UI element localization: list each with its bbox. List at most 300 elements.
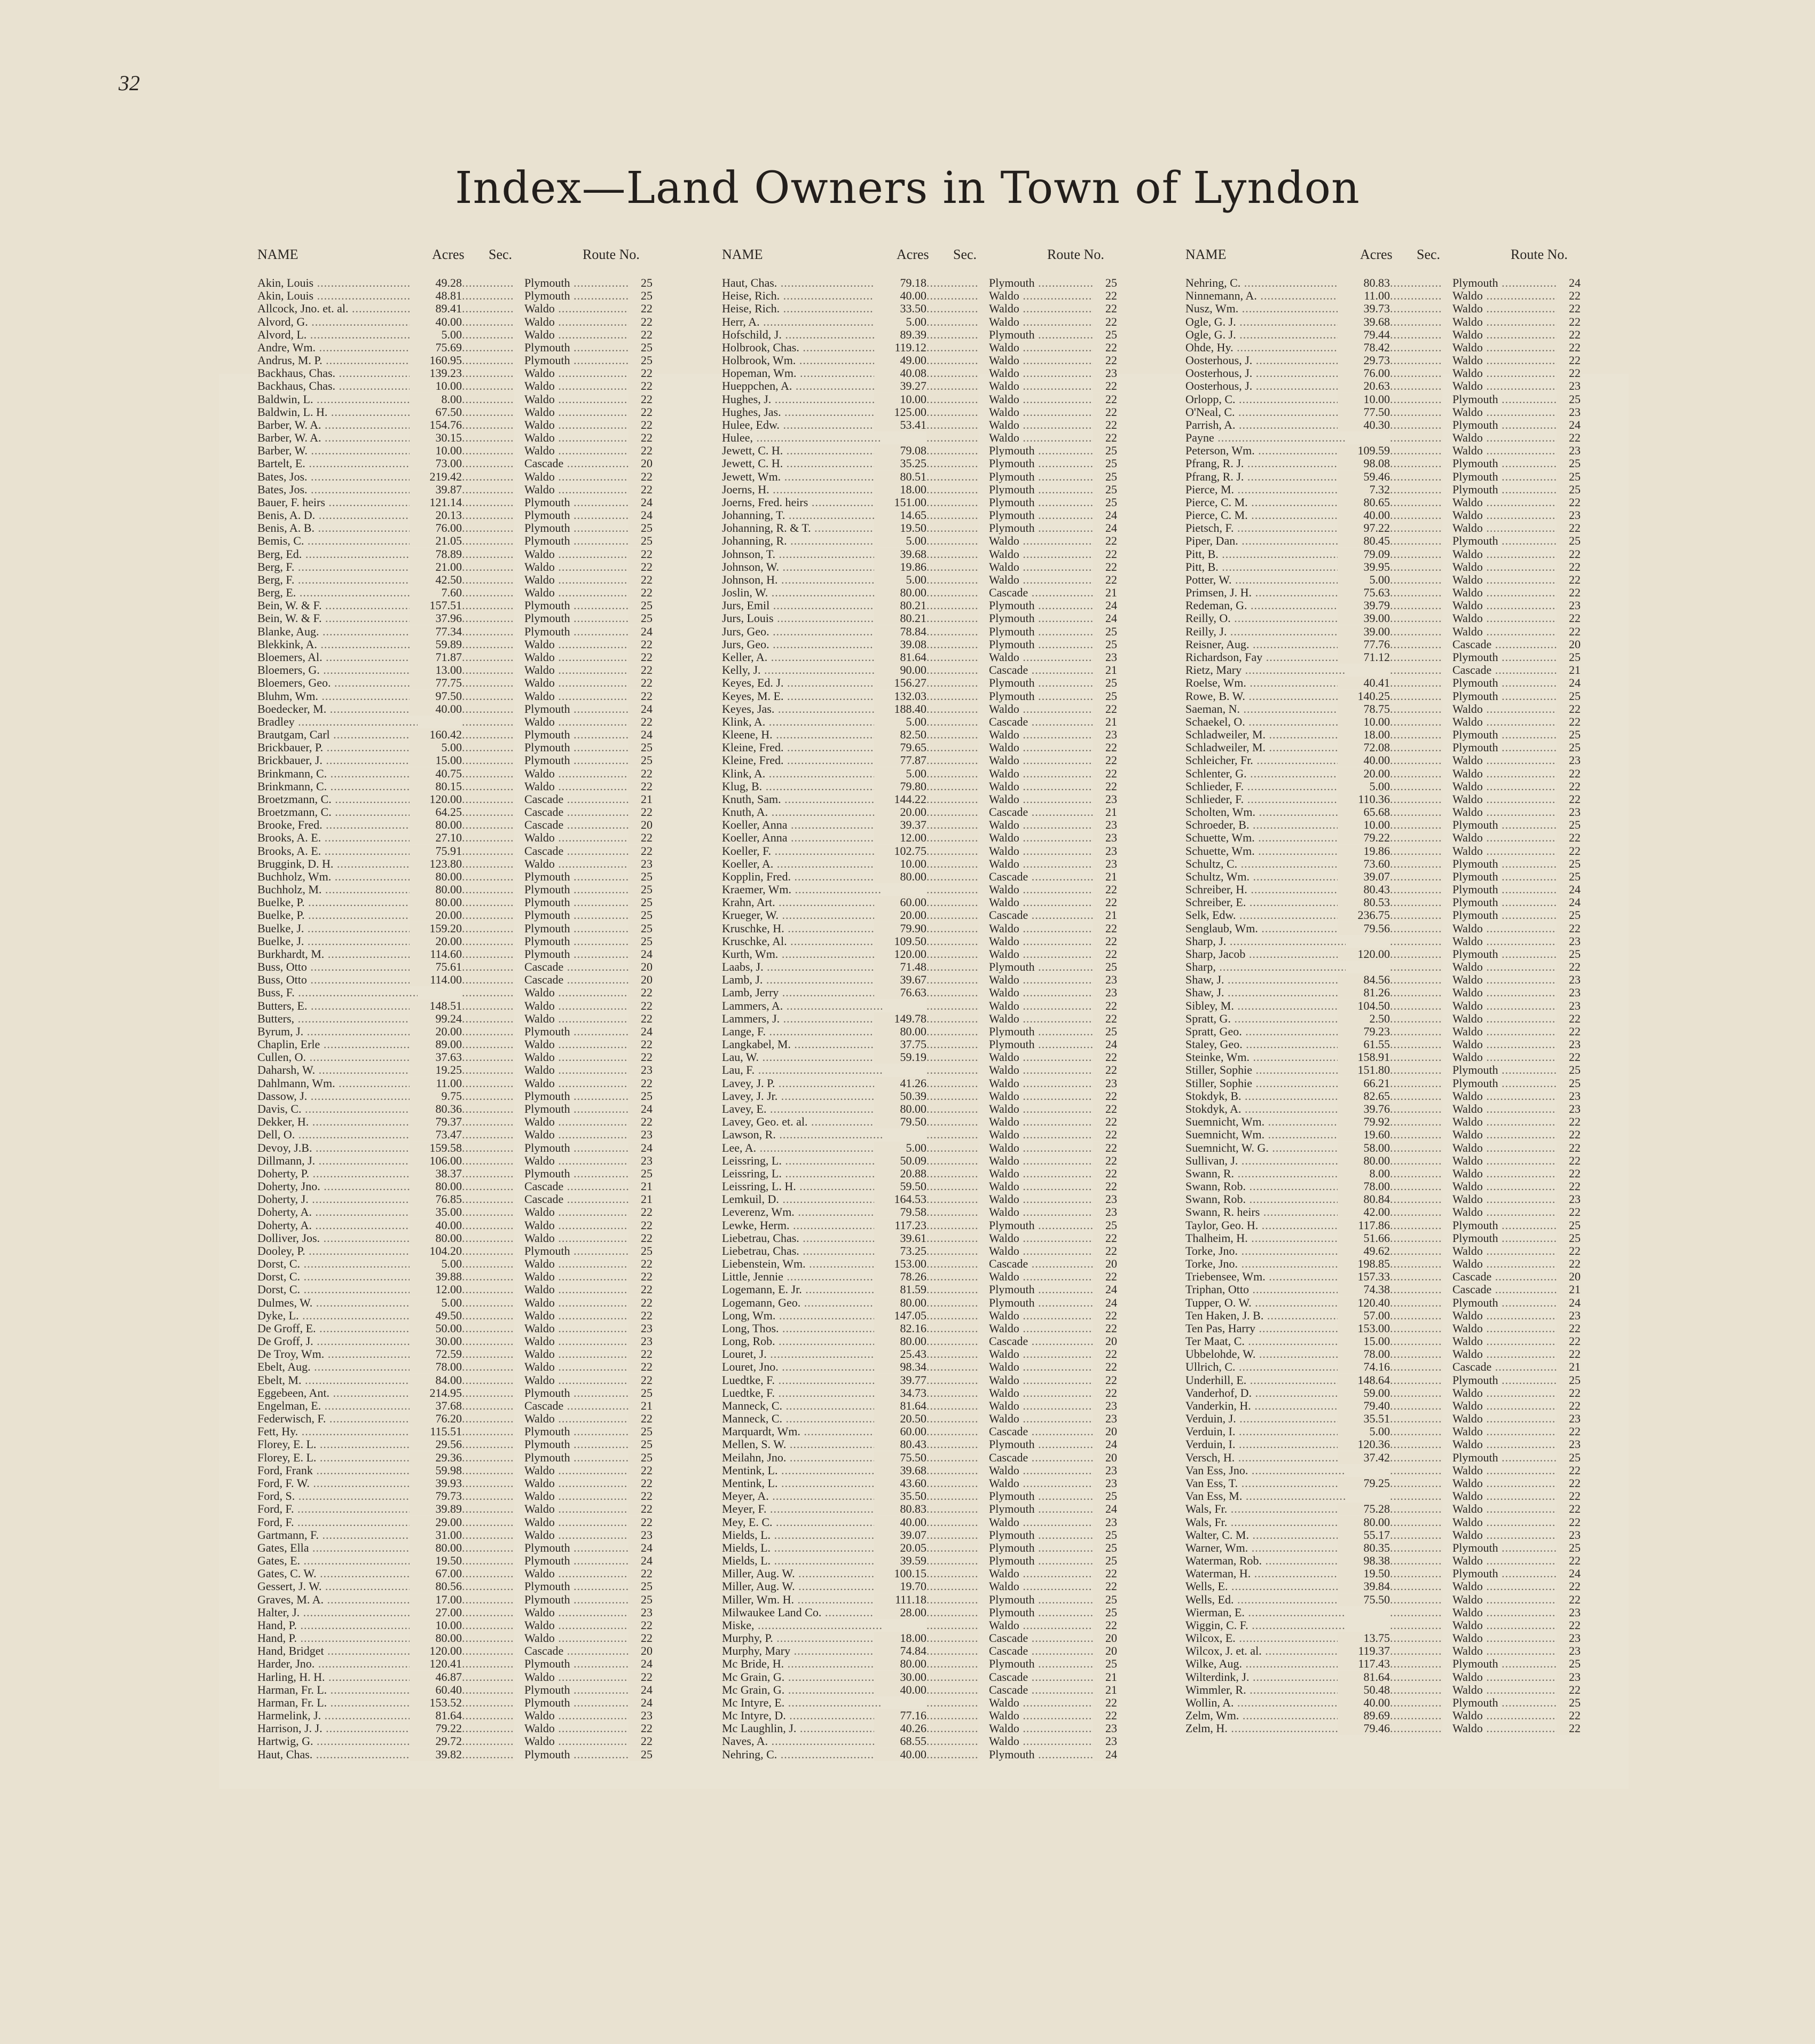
section-value: [1390, 793, 1442, 806]
route-number: 25: [628, 870, 653, 883]
owner-name: Lammers, J. .....: [722, 1012, 882, 1025]
route-town: Waldo .....: [524, 561, 653, 573]
section-value: [926, 1606, 979, 1619]
table-row: [1185, 612, 1591, 625]
table-row: [722, 806, 1128, 819]
route-town: Waldo .....: [524, 1490, 653, 1503]
table-row: [257, 277, 663, 289]
route-number: 25: [1557, 741, 1581, 754]
section-value: [462, 935, 514, 948]
section-value: [462, 599, 514, 612]
acres-value: 80.56: [410, 1580, 462, 1593]
route-town: Waldo .....: [1452, 1245, 1581, 1257]
route-number: 22: [1557, 586, 1581, 599]
route-number: 21: [1093, 909, 1117, 922]
route-number: 22: [1093, 1090, 1117, 1103]
table-row: [722, 651, 1128, 664]
acres-value: 164.53: [874, 1193, 926, 1206]
acres-value: 158.91: [1338, 1051, 1390, 1064]
route-number: 25: [1557, 728, 1581, 741]
route-town: Waldo .....: [524, 1709, 653, 1722]
section-value: [1390, 1464, 1442, 1477]
acres-value: 28.00: [874, 1606, 926, 1619]
route-town: Waldo .....: [1452, 289, 1581, 302]
route-number: 22: [1557, 1425, 1581, 1438]
table-row: [722, 1180, 1128, 1193]
route-town: Waldo .....: [1452, 1606, 1581, 1619]
acres-value: 39.79: [1338, 599, 1390, 612]
route-town: Plymouth .....: [989, 961, 1117, 973]
route-town: Waldo .....: [1452, 754, 1581, 767]
section-value: [926, 1335, 979, 1348]
route-number: 23: [1093, 1400, 1117, 1412]
section-value: [462, 1684, 514, 1696]
table-row: [722, 1077, 1128, 1090]
route-number: 22: [1557, 716, 1581, 728]
route-town: Waldo .....: [524, 1270, 653, 1283]
owner-name: Scholten, Wm. .....: [1185, 806, 1346, 819]
table-row: [1185, 1412, 1591, 1425]
section-value: [926, 1542, 979, 1554]
acres-value: 50.39: [874, 1090, 926, 1103]
header-route: Route No.: [1511, 247, 1568, 262]
acres-value: 78.75: [1338, 703, 1390, 716]
route-town: Cascade .....: [1452, 638, 1581, 651]
table-row: [257, 316, 663, 328]
owner-name: Keller, A. .....: [722, 651, 882, 664]
table-row: [257, 638, 663, 651]
table-row: [1185, 1516, 1591, 1529]
route-number: 23: [628, 1154, 653, 1167]
route-number: 25: [1557, 534, 1581, 547]
owner-name: Ebelt, Aug. .....: [257, 1361, 418, 1373]
owner-name: Berg, F. .....: [257, 573, 418, 586]
owner-name: Sibley, M. .....: [1185, 1000, 1346, 1012]
section-value: [462, 728, 514, 741]
acres-value: 115.51: [410, 1425, 462, 1438]
acres-value: 19.25: [410, 1064, 462, 1076]
table-row: [257, 1580, 663, 1593]
section-value: [926, 509, 979, 522]
route-number: 22: [1093, 419, 1117, 431]
table-row: [722, 1335, 1128, 1348]
acres-value: 109.59: [1338, 444, 1390, 457]
section-value: [926, 780, 979, 793]
route-number: 25: [628, 741, 653, 754]
section-value: [926, 1348, 979, 1361]
acres-value: 19.60: [1338, 1128, 1390, 1141]
owner-name: Spratt, G. .....: [1185, 1012, 1346, 1025]
table-row: [257, 1567, 663, 1580]
owner-name: Kruschke, Al. .....: [722, 935, 882, 948]
section-value: [926, 483, 979, 496]
table-row: [1185, 1580, 1591, 1593]
owner-name: Bloemers, Al. .....: [257, 651, 418, 664]
owner-name: Mields, L. .....: [722, 1529, 882, 1542]
table-row: [722, 599, 1128, 612]
route-town: Plymouth .....: [524, 1748, 653, 1761]
owner-name: Reisner, Aug. .....: [1185, 638, 1346, 651]
owner-name: Bein, W. & F. .....: [257, 612, 418, 625]
route-town: Waldo .....: [989, 1115, 1117, 1128]
owner-name: Waterman, Rob. .....: [1185, 1554, 1346, 1567]
route-town: Plymouth .....: [989, 690, 1117, 703]
acres-value: 65.68: [1338, 806, 1390, 819]
section-value: [1390, 522, 1442, 534]
acres-value: 80.43: [1338, 883, 1390, 896]
route-town: Waldo .....: [524, 573, 653, 586]
acres-value: 117.43: [1338, 1657, 1390, 1670]
acres-value: 12.00: [410, 1283, 462, 1296]
route-town: Plymouth .....: [1452, 690, 1581, 703]
route-town: Cascade .....: [989, 1671, 1117, 1684]
route-town: Cascade .....: [524, 961, 653, 973]
owner-name: Bein, W. & F. .....: [257, 599, 418, 612]
table-row: [257, 1154, 663, 1167]
section-value: [462, 289, 514, 302]
owner-name: Piper, Dan. .....: [1185, 534, 1346, 547]
header-acres: Acres: [1360, 247, 1393, 262]
route-town: Waldo .....: [524, 1115, 653, 1128]
route-town: Cascade .....: [989, 586, 1117, 599]
table-row: [257, 767, 663, 780]
section-value: [926, 909, 979, 922]
route-number: 23: [1093, 1206, 1117, 1218]
section-value: [1390, 819, 1442, 831]
table-row: [257, 599, 663, 612]
table-row: [257, 1374, 663, 1387]
route-number: 22: [1557, 316, 1581, 328]
route-town: Plymouth .....: [1452, 470, 1581, 483]
table-row: [1185, 419, 1591, 431]
acres-value: 73.47: [410, 1128, 462, 1141]
acres-value: 39.37: [874, 819, 926, 831]
table-row: [722, 741, 1128, 754]
table-row: [722, 1115, 1128, 1128]
route-number: 22: [628, 1000, 653, 1012]
route-town: Waldo .....: [989, 1361, 1117, 1373]
route-town: Waldo .....: [989, 573, 1117, 586]
owner-name: Mc Bride, H. .....: [722, 1657, 882, 1670]
table-row: [257, 1257, 663, 1270]
route-town: Plymouth .....: [524, 870, 653, 883]
owner-name: Doherty, Jno. .....: [257, 1180, 418, 1193]
table-row: [722, 1038, 1128, 1051]
section-value: [462, 1283, 514, 1296]
route-number: 22: [1557, 1128, 1581, 1141]
acres-value: 82.65: [1338, 1090, 1390, 1103]
route-town: Waldo .....: [989, 406, 1117, 419]
route-number: 22: [628, 1567, 653, 1580]
route-town: Waldo .....: [1452, 1180, 1581, 1193]
owner-name: Johnson, H. .....: [722, 573, 882, 586]
route-town: Waldo .....: [989, 1077, 1117, 1090]
table-row: [1185, 819, 1591, 831]
section-value: [462, 496, 514, 509]
section-value: [926, 1748, 979, 1761]
table-row: [257, 483, 663, 496]
table-row: [1185, 1593, 1591, 1606]
route-number: 22: [628, 664, 653, 677]
route-number: 25: [1093, 457, 1117, 470]
route-number: 25: [1557, 470, 1581, 483]
route-town: Plymouth .....: [524, 1103, 653, 1115]
route-number: 22: [1557, 612, 1581, 625]
route-number: 25: [1093, 328, 1117, 341]
owner-name: Suemnicht, W. G. .....: [1185, 1142, 1346, 1154]
acres-value: 79.08: [874, 444, 926, 457]
route-town: Cascade .....: [989, 1645, 1117, 1657]
route-town: Waldo .....: [524, 1477, 653, 1490]
route-number: 25: [1093, 690, 1117, 703]
route-number: 25: [1557, 1451, 1581, 1464]
section-value: [462, 1309, 514, 1322]
route-town: Plymouth .....: [524, 909, 653, 922]
owner-name: Vanderhof, D. .....: [1185, 1387, 1346, 1400]
table-row: [1185, 845, 1591, 858]
route-town: Waldo .....: [524, 677, 653, 689]
route-number: 22: [1557, 302, 1581, 315]
table-row: [1185, 948, 1591, 961]
route-town: Waldo .....: [1452, 1012, 1581, 1025]
acres-value: 75.91: [410, 845, 462, 858]
acres-value: 50.00: [410, 1322, 462, 1335]
route-town: Waldo .....: [989, 1270, 1117, 1283]
acres-value: 5.00: [874, 716, 926, 728]
table-row: [257, 831, 663, 844]
owner-name: Keyes, Jas. .....: [722, 703, 882, 716]
section-value: [926, 677, 979, 689]
route-town: Waldo .....: [989, 780, 1117, 793]
route-town: Waldo .....: [524, 1516, 653, 1529]
owner-name: Meyer, F. .....: [722, 1503, 882, 1515]
route-number: 23: [1557, 935, 1581, 948]
section-value: [1390, 1580, 1442, 1593]
table-row: [257, 380, 663, 392]
table-row: [1185, 909, 1591, 922]
acres-value: 80.00: [874, 1025, 926, 1038]
route-number: 22: [1557, 1490, 1581, 1503]
section-value: [462, 561, 514, 573]
route-town: Plymouth .....: [524, 522, 653, 534]
table-row: [257, 793, 663, 806]
route-number: 24: [628, 496, 653, 509]
section-value: [926, 380, 979, 392]
route-number: 22: [1093, 1180, 1117, 1193]
route-town: Plymouth .....: [1452, 483, 1581, 496]
table-row: [257, 1193, 663, 1206]
acres-value: 98.08: [1338, 457, 1390, 470]
route-town: Plymouth .....: [989, 612, 1117, 625]
acres-value: 67.00: [410, 1567, 462, 1580]
section-value: [1390, 1554, 1442, 1567]
owner-name: Stokdyk, B. .....: [1185, 1090, 1346, 1103]
section-value: [1390, 741, 1442, 754]
route-number: 23: [1093, 1193, 1117, 1206]
route-number: 25: [1093, 1606, 1117, 1619]
route-town: Cascade .....: [989, 716, 1117, 728]
owner-name: Torke, Jno. .....: [1185, 1257, 1346, 1270]
owner-name: Sharp, J. .....: [1185, 935, 1346, 948]
section-value: [926, 561, 979, 573]
table-row: [1185, 1374, 1591, 1387]
owner-name: Leissring, L. H. .....: [722, 1180, 882, 1193]
route-town: Plymouth .....: [1452, 534, 1581, 547]
acres-value: 37.68: [410, 1400, 462, 1412]
owner-name: Selk, Edw. .....: [1185, 909, 1346, 922]
table-row: [722, 1374, 1128, 1387]
table-row: [722, 1051, 1128, 1064]
owner-name: Liebenstein, Wm. .....: [722, 1257, 882, 1270]
table-row: [257, 1696, 663, 1709]
table-row: [722, 548, 1128, 561]
acres-value: 13.00: [410, 664, 462, 677]
owner-name: Harmelink, J. .....: [257, 1709, 418, 1722]
table-row: [1185, 625, 1591, 638]
route-town: Waldo .....: [524, 1000, 653, 1012]
table-row: [722, 1387, 1128, 1400]
route-number: 22: [1093, 1567, 1117, 1580]
route-town: Waldo .....: [1452, 1671, 1581, 1684]
owner-name: Buchholz, M. .....: [257, 883, 418, 896]
table-row: [1185, 509, 1591, 522]
section-value: [462, 522, 514, 534]
table-row: [257, 625, 663, 638]
table-row: [257, 728, 663, 741]
section-value: [462, 1232, 514, 1245]
section-value: [462, 1000, 514, 1012]
table-row: [1185, 1232, 1591, 1245]
section-value: [462, 1128, 514, 1141]
owner-name: Ogle, G. J. .....: [1185, 328, 1346, 341]
owner-name: Lavey, J. P. .....: [722, 1077, 882, 1090]
section-value: [462, 690, 514, 703]
route-town: Plymouth .....: [989, 444, 1117, 457]
section-value: [1390, 1283, 1442, 1296]
table-row: [257, 1709, 663, 1722]
acres-value: 114.00: [410, 973, 462, 986]
acres-value: 74.38: [1338, 1283, 1390, 1296]
owner-name: Swann, R. heirs .....: [1185, 1206, 1346, 1218]
owner-name: Meilahn, Jno. .....: [722, 1451, 882, 1464]
section-value: [926, 1270, 979, 1283]
route-town: Waldo .....: [1452, 1322, 1581, 1335]
section-value: [462, 973, 514, 986]
column-header: [1185, 247, 1591, 277]
route-number: 20: [628, 973, 653, 986]
section-value: [462, 651, 514, 664]
owner-name: Pfrang, R. J. .....: [1185, 470, 1346, 483]
route-town: Waldo .....: [989, 1709, 1117, 1722]
route-number: 25: [628, 534, 653, 547]
table-row: [1185, 806, 1591, 819]
table-row: [1185, 1645, 1591, 1657]
route-town: Plymouth .....: [524, 883, 653, 896]
route-number: 22: [628, 1477, 653, 1490]
section-value: [1390, 277, 1442, 289]
section-value: [926, 1077, 979, 1090]
table-row: [722, 573, 1128, 586]
section-value: [926, 883, 979, 896]
section-value: [926, 316, 979, 328]
owner-name: Nusz, Wm. .....: [1185, 302, 1346, 315]
owner-name: Wollin, A. .....: [1185, 1696, 1346, 1709]
acres-value: 80.84: [1338, 1193, 1390, 1206]
owner-name: Jurs, Emil .....: [722, 599, 882, 612]
table-row: [722, 496, 1128, 509]
route-number: 24: [628, 1684, 653, 1696]
route-town: Plymouth .....: [1452, 870, 1581, 883]
acres-value: 5.00: [874, 534, 926, 547]
route-number: 22: [628, 316, 653, 328]
acres-value: 19.86: [874, 561, 926, 573]
route-town: Plymouth .....: [524, 948, 653, 961]
route-number: 22: [628, 573, 653, 586]
acres-value: 79.65: [874, 741, 926, 754]
route-town: Plymouth .....: [524, 1245, 653, 1257]
route-town: Waldo .....: [1452, 1490, 1581, 1503]
acres-value: 41.26: [874, 1077, 926, 1090]
owner-name: Mields, L. .....: [722, 1542, 882, 1554]
acres-value: 15.00: [1338, 1335, 1390, 1348]
acres-value: 2.50: [1338, 1012, 1390, 1025]
owner-name: Torke, Jno. .....: [1185, 1245, 1346, 1257]
section-value: [1390, 935, 1442, 948]
section-value: [926, 664, 979, 677]
owner-name: Dorst, C. .....: [257, 1257, 418, 1270]
table-row: [722, 973, 1128, 986]
route-number: 22: [1093, 354, 1117, 367]
route-number: 24: [1557, 419, 1581, 431]
owner-name: Jurs, Geo. .....: [722, 638, 882, 651]
acres-value: 39.89: [410, 1503, 462, 1515]
owner-name: Lamb, J. .....: [722, 973, 882, 986]
table-row: [722, 793, 1128, 806]
table-row: [722, 1632, 1128, 1645]
acres-value: 39.73: [1338, 302, 1390, 315]
route-number: 23: [1093, 1735, 1117, 1748]
route-number: 22: [628, 586, 653, 599]
route-number: 21: [1557, 1283, 1581, 1296]
acres-value: 79.18: [874, 277, 926, 289]
section-value: [1390, 1219, 1442, 1232]
route-number: 23: [1557, 1529, 1581, 1542]
section-value: [926, 1232, 979, 1245]
route-town: Waldo .....: [1452, 1503, 1581, 1515]
owner-name: Miller, Aug. W. .....: [722, 1567, 882, 1580]
owner-name: Baldwin, L. H. .....: [257, 406, 418, 419]
route-town: Waldo .....: [1452, 612, 1581, 625]
route-town: Waldo .....: [524, 1296, 653, 1309]
owner-name: Senglaub, Wm. .....: [1185, 922, 1346, 935]
section-value: [926, 1464, 979, 1477]
owner-name: Dekker, H. .....: [257, 1115, 418, 1128]
header-name: NAME: [1185, 247, 1227, 262]
section-value: [926, 728, 979, 741]
acres-value: 71.12: [1338, 651, 1390, 664]
route-town: Waldo .....: [1452, 1645, 1581, 1657]
table-row: [722, 690, 1128, 703]
section-value: [1390, 328, 1442, 341]
table-row: [722, 1245, 1128, 1257]
route-number: 22: [628, 638, 653, 651]
section-value: [1390, 780, 1442, 793]
section-value: [1390, 948, 1442, 961]
owner-name: Pierce, M. .....: [1185, 483, 1346, 496]
acres-value: 71.87: [410, 651, 462, 664]
acres-value: 80.21: [874, 612, 926, 625]
route-number: 22: [1093, 1064, 1117, 1076]
